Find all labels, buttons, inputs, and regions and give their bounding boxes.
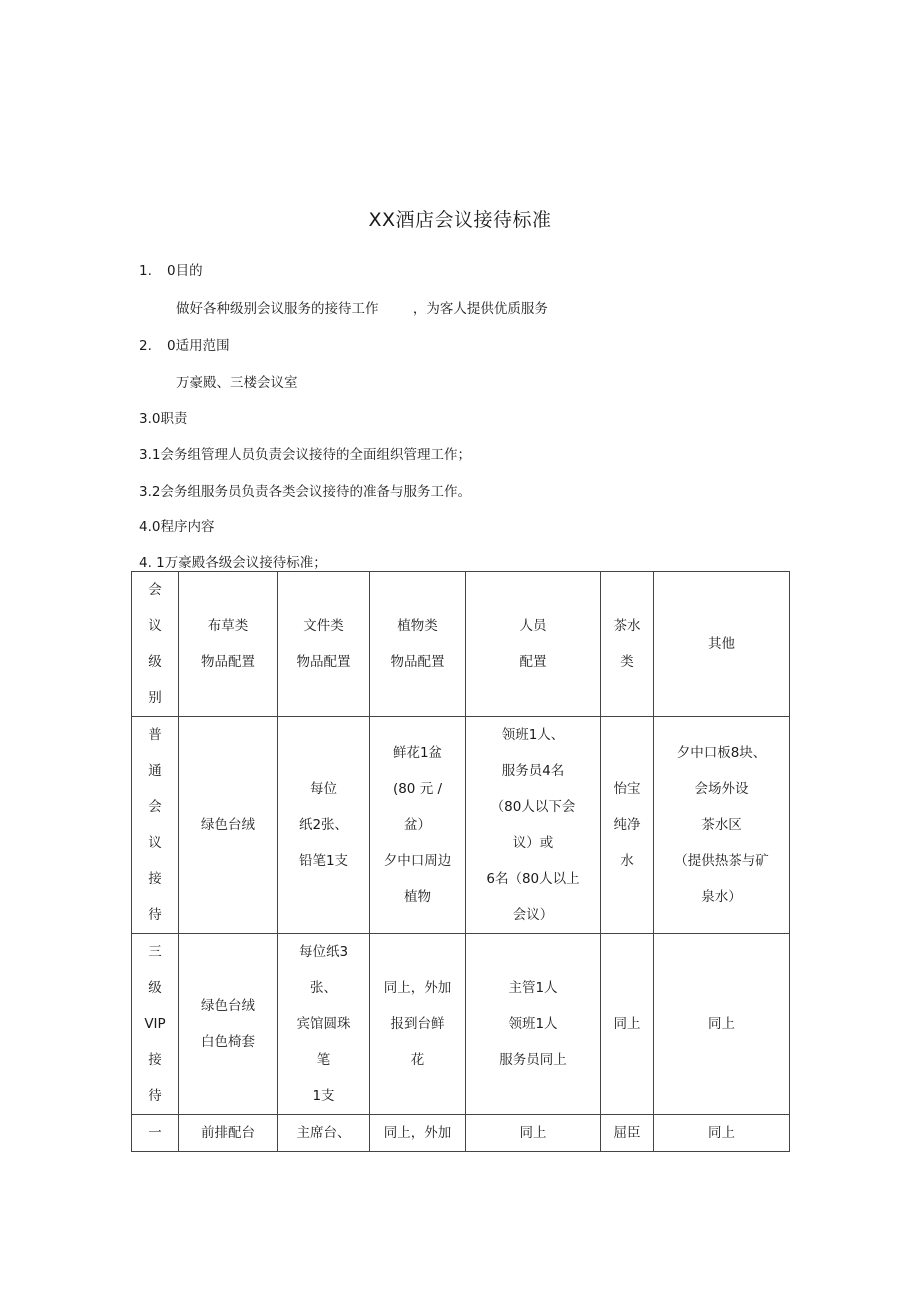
cell-line: 铅笔1支: [298, 853, 349, 869]
cell-line: 接: [148, 1052, 162, 1068]
normal-tea: [601, 717, 654, 934]
cell-line: 同上: [708, 1016, 735, 1032]
cell-line: 议: [148, 618, 162, 634]
cell-line: 配置: [519, 654, 547, 670]
cell-line: （提供热茶与矿: [674, 853, 769, 869]
document-title: XX酒店会议接待标准: [368, 209, 552, 231]
vip1-other: [654, 1115, 790, 1152]
normal-other: [654, 717, 790, 934]
vip3-docs: [278, 934, 370, 1115]
cell-line: 会: [148, 582, 162, 598]
cell-line: 纸2张、: [298, 817, 349, 833]
cell-line: 普: [148, 727, 162, 743]
cell-line: 白色椅套: [201, 1034, 255, 1050]
vip1-linen: [179, 1115, 278, 1152]
table-row-vip3: [132, 934, 790, 1115]
cell-line: 物品配置: [296, 654, 351, 670]
cell-line: 待: [148, 1088, 162, 1104]
cell-line: 茶水: [613, 618, 641, 634]
cell-line: 夕中口板8块、: [676, 745, 767, 761]
normal-linen: [179, 717, 278, 934]
cell-line: 植物类: [397, 618, 438, 634]
section-4-heading: 4.0程序内容: [139, 519, 215, 535]
header-linen: [179, 572, 278, 717]
cell-line: 笔: [316, 1052, 331, 1068]
cell-line: 议）或: [512, 835, 554, 851]
cell-line: 其他: [708, 636, 735, 652]
table-row-vip1: [132, 1115, 790, 1152]
cell-line: 同上，外加: [383, 980, 452, 996]
cell-line: 鲜花1盆: [392, 745, 443, 761]
table-header-row: [132, 572, 790, 717]
cell-line: 通: [148, 763, 162, 779]
section-1-heading-text: 0目的: [167, 263, 203, 279]
vip1-level: [132, 1115, 179, 1152]
section-4-1-text: 4. 1万豪殿各级会议接待标准；: [139, 555, 327, 571]
header-tea: [601, 572, 654, 717]
section-2-heading-text: 0适用范围: [167, 338, 230, 354]
cell-line: 会议）: [512, 907, 554, 923]
vip3-linen: [179, 934, 278, 1115]
cell-line: 纯净: [613, 817, 641, 833]
cell-line: 茶水区: [701, 817, 742, 833]
vip3-level: [132, 934, 179, 1115]
cell-line: 服务员同上: [499, 1052, 567, 1068]
vip3-other: [654, 934, 790, 1115]
cell-line: 泉水）: [701, 889, 742, 905]
section-3-2-text: 3.2会务组服务员负责各类会议接待的准备与服务工作。: [139, 484, 471, 500]
section-1-body: 做好各种级别会议服务的接待工作 ，为客人提供优质服务: [176, 301, 548, 317]
cell-line: 绿色台绒: [201, 817, 255, 833]
cell-line: 服务员4名: [501, 763, 565, 779]
section-2-number: 2.: [139, 338, 152, 354]
section-3-heading: 3.0职责: [139, 411, 188, 427]
section-2-heading: [139, 337, 230, 355]
cell-line: 1支: [312, 1088, 335, 1104]
cell-line: 夕中口周边: [383, 853, 452, 869]
cell-line: 张、: [310, 980, 337, 996]
cell-line: 前排配台: [201, 1125, 255, 1141]
normal-staff: [466, 717, 601, 934]
cell-line: 布草类: [207, 618, 249, 634]
header-staff: [466, 572, 601, 717]
cell-line: 接: [148, 871, 162, 887]
cell-line: 物品配置: [201, 654, 255, 670]
cell-line: 水: [620, 853, 634, 869]
vip1-staff: [466, 1115, 601, 1152]
cell-line: 类: [620, 654, 634, 670]
cell-line: VIP: [144, 1016, 166, 1032]
cell-line: 6名（80人以上: [486, 871, 580, 887]
cell-line: 领班1人、: [501, 727, 565, 743]
cell-line: 盆）: [404, 817, 431, 833]
header-level: [132, 572, 179, 717]
cell-line: (80 元 /: [392, 781, 443, 797]
cell-line: 待: [148, 907, 162, 923]
vip3-tea: [601, 934, 654, 1115]
vip1-docs: [278, 1115, 370, 1152]
header-other: [654, 572, 790, 717]
cell-line: 主席台、: [296, 1125, 351, 1141]
cell-line: 每位纸3: [298, 944, 349, 960]
cell-line: 别: [148, 690, 162, 706]
cell-line: 物品配置: [390, 654, 445, 670]
cell-line: 绿色台绒: [201, 998, 255, 1014]
cell-line: 屈臣: [613, 1125, 641, 1141]
cell-line: 同上，外加: [383, 1125, 452, 1141]
vip3-staff: [466, 934, 601, 1115]
normal-plants: [370, 717, 466, 934]
normal-docs: [278, 717, 370, 934]
section-3-1-text: 3.1会务组管理人员负责会议接待的全面组织管理工作；: [139, 447, 471, 463]
cell-line: 会场外设: [694, 781, 749, 797]
meeting-standards-table: [131, 571, 790, 1152]
cell-line: 植物: [404, 889, 431, 905]
section-2-body: 万豪殿、三楼会议室: [176, 375, 298, 391]
vip1-plants: [370, 1115, 466, 1152]
cell-line: 人员: [519, 618, 547, 634]
table-row-normal-meeting: [132, 717, 790, 934]
vip1-tea: [601, 1115, 654, 1152]
cell-line: 议: [148, 835, 162, 851]
cell-line: 级: [148, 654, 162, 670]
cell-line: 级: [148, 980, 162, 996]
cell-line: 同上: [519, 1125, 547, 1141]
vip3-plants: [370, 934, 466, 1115]
normal-level: [132, 717, 179, 934]
cell-line: 花: [410, 1052, 425, 1068]
header-plants: [370, 572, 466, 717]
cell-line: 怡宝: [613, 781, 641, 797]
cell-line: 一: [148, 1125, 162, 1141]
cell-line: （80人以下会: [490, 799, 576, 815]
cell-line: 同上: [613, 1016, 641, 1032]
header-docs: [278, 572, 370, 717]
cell-line: 宾馆圆珠: [296, 1016, 351, 1032]
cell-line: 同上: [708, 1125, 735, 1141]
section-1-number: 1.: [139, 263, 152, 279]
cell-line: 报到台鲜: [390, 1016, 445, 1032]
cell-line: 领班1人: [508, 1016, 558, 1032]
cell-line: 每位: [310, 781, 337, 797]
cell-line: 文件类: [303, 618, 344, 634]
section-1-heading: [139, 262, 203, 280]
cell-line: 三: [148, 944, 162, 960]
cell-line: 会: [148, 799, 162, 815]
cell-line: 主管1人: [508, 980, 558, 996]
